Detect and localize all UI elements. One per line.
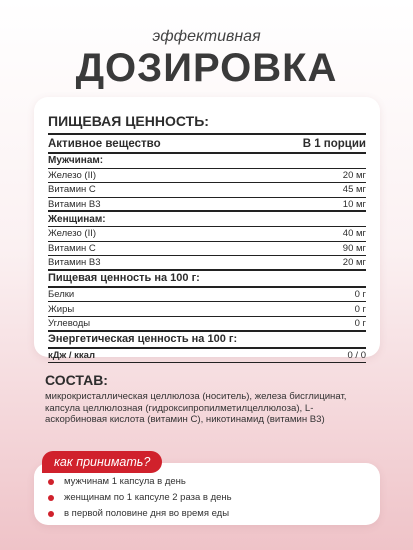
section-per-100g [48, 271, 366, 288]
section-women [48, 212, 366, 227]
column-substance: Активное вещество [48, 137, 161, 150]
how-to-take-list [48, 474, 366, 522]
row-value: 90 мг [342, 242, 366, 254]
how-to-take-badge: как принимать? [42, 451, 162, 473]
list-item [48, 474, 366, 490]
row-name: Железо (II) [48, 169, 97, 181]
bullet-dot-icon [48, 511, 54, 517]
row-name: Витамин В3 [48, 256, 101, 268]
page-title: ДОЗИРОВКА [75, 46, 338, 90]
nutrition-table [48, 133, 366, 363]
row-value: 40 мг [342, 228, 366, 240]
table-row [48, 256, 366, 271]
table-row [48, 183, 366, 198]
row-value: 0 г [354, 289, 366, 301]
row-value: 10 мг [342, 198, 366, 210]
list-item-text: женщинам по 1 капсуле 2 раза в день [64, 492, 232, 503]
composition-title: СОСТАВ: [45, 372, 108, 388]
table-row [48, 198, 366, 213]
composition-section [45, 372, 370, 426]
table-row [48, 169, 366, 184]
section-label: Энергетическая ценность на 100 г: [48, 333, 238, 346]
table-header [48, 135, 366, 154]
column-serving: В 1 порции [302, 137, 366, 150]
row-name: кДж / ккал [48, 349, 96, 361]
section-label: Пищевая ценность на 100 г: [48, 272, 200, 285]
table-row [48, 288, 366, 303]
list-item-text: в первой половине дня во время еды [64, 508, 230, 519]
row-value: 0 / 0 [347, 349, 366, 361]
list-item [48, 506, 366, 522]
row-value: 20 мг [342, 256, 366, 268]
section-men [48, 154, 366, 169]
list-item-text: мужчинам 1 капсула в день [64, 476, 186, 487]
row-value: 0 г [354, 317, 366, 329]
table-row [48, 227, 366, 242]
row-value: 20 мг [342, 169, 366, 181]
row-name: Витамин С [48, 242, 96, 254]
row-name: Витамин С [48, 184, 96, 196]
section-label: Женщинам: [48, 213, 106, 225]
row-value: 0 г [354, 303, 366, 315]
row-name: Жиры [48, 303, 75, 315]
row-value: 45 мг [342, 184, 366, 196]
row-name: Углеводы [48, 317, 91, 329]
subtitle: эффективная [152, 28, 261, 45]
list-item [48, 490, 366, 506]
table-row [48, 302, 366, 317]
bullet-dot-icon [48, 479, 54, 485]
composition-text: микрокристаллическая целлюлоза (носитель), железа бисглицинат, капсула целлюлозная (гидроксипропилметилцеллюлоза), L-аскорбиновая кислота (витамин С), никотинамид (витамин В3) [45, 391, 347, 425]
section-label: Мужчинам: [48, 155, 104, 167]
row-name: Железо (II) [48, 228, 97, 240]
row-name: Витамин В3 [48, 198, 101, 210]
table-row [48, 317, 366, 332]
table-row [48, 242, 366, 257]
bullet-dot-icon [48, 495, 54, 501]
row-name: Белки [48, 289, 75, 301]
table-row [48, 349, 366, 364]
section-energy [48, 332, 366, 349]
nutrition-title: ПИЩЕВАЯ ЦЕННОСТЬ: [48, 113, 209, 129]
nutrition-card [34, 97, 380, 361]
